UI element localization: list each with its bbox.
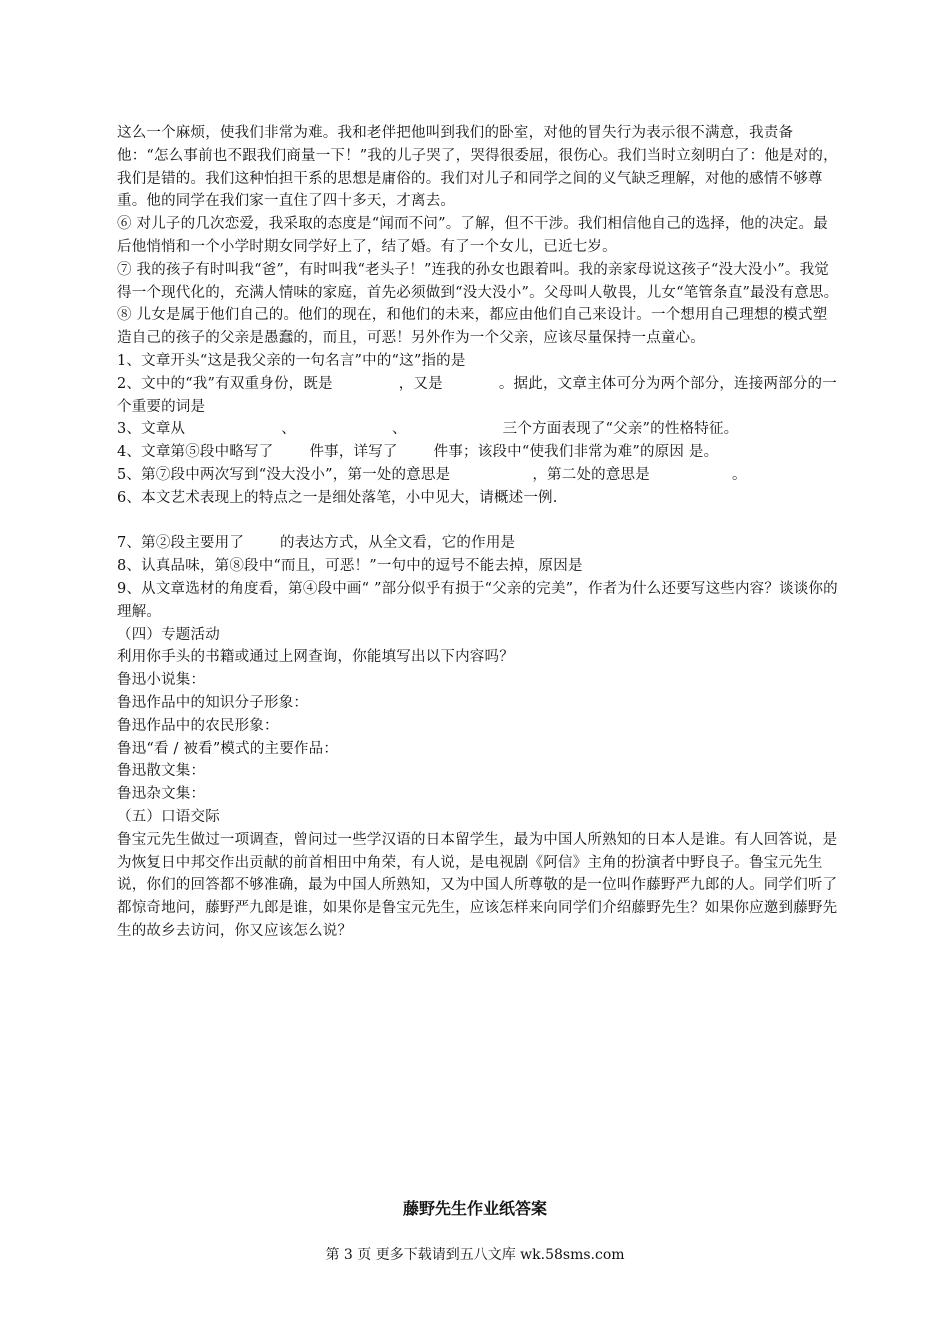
section-4-intro: 利用你手头的书籍或通过上网查询，你能填写出以下内容吗？ <box>117 649 514 666</box>
answer-space <box>117 510 839 533</box>
answer-blank <box>273 455 309 456</box>
question-4-part-4: 。 <box>703 444 719 461</box>
question-2-part-1: 2、文中的“我”有双重身份，既是 <box>117 375 333 392</box>
answer-blank <box>333 387 399 388</box>
question-3-part-3: 、 <box>391 421 407 438</box>
question-5-part-1: 5、第⑦段中两次写到“没大没小”，第一处的意思是 <box>117 466 451 483</box>
question-3-part-1: 3、文章从 <box>117 421 186 438</box>
question-5-part-3: 。 <box>731 466 747 483</box>
section-5-heading: （五）口语交际 <box>117 808 220 825</box>
answer-blank <box>407 432 503 433</box>
answer-section-title: 藤野先生作业纸答案 <box>402 1199 547 1218</box>
page-footer: 第 3 页 更多下载请到五八文库 wk.58sms.com <box>325 1247 625 1263</box>
question-4 <box>117 441 839 464</box>
question-7-part-1: 7、第②段主要用了 <box>117 535 245 552</box>
question-2-part-2: ，又是 <box>398 375 443 392</box>
answer-blank <box>450 478 532 479</box>
section-4-heading: （四）专题活动 <box>117 626 220 643</box>
section-4-item: 鲁迅杂文集： <box>117 786 206 803</box>
question-3-part-4: 三个方面表现了“父亲”的性格特征。 <box>502 421 739 438</box>
answer-blank <box>398 455 434 456</box>
question-5 <box>117 464 839 487</box>
question-3-part-2: 、 <box>281 421 296 438</box>
question-5-part-2: ，第二处的意思是 <box>532 466 650 483</box>
question-4-part-3: 件事；该段中“使我们非常为难”的原因 是 <box>433 444 704 461</box>
answer-blank <box>443 387 499 388</box>
question-3 <box>117 418 839 441</box>
question-7 <box>117 532 839 555</box>
document-body <box>117 122 839 943</box>
section-4-item: 鲁迅散文集： <box>117 763 206 780</box>
question-4-part-2: 件事，详写了 <box>309 444 398 461</box>
answer-blank <box>296 432 392 433</box>
question-9: 9、从文章选材的角度看，第④段中画“ ”部分似乎有损于“父亲的完美”，作者为什么还要写这些内容？谈谈你的理解。 <box>117 580 838 620</box>
question-7-part-2: 的表达方式，从全文看，它的作用是 <box>280 535 516 552</box>
answer-blank <box>185 432 281 433</box>
question-2 <box>117 373 839 419</box>
section-4-item: 鲁迅作品中的知识分子形象： <box>117 694 309 711</box>
question-1: 1、文章开头“这是我父亲的一句名言”中的“这”指的是 <box>117 352 466 369</box>
paragraph-7: ⑦ 我的孩子有时叫我“爸”，有时叫我“老头子！”连我的孙女也跟着叫。我的亲家母说这孩子“没大没小”。我觉得一个现代化的，充满人情味的家庭，首先必须做到“没大没小”。父母叫人敬畏，儿女“笔管条直”最没有意思。 <box>117 261 839 301</box>
paragraph-5-continued: 这么一个麻烦，使我们非常为难。我和老伴把他叫到我们的卧室，对他的冒失行为表示很不满意，我责备他：“怎么事前也不跟我们商量一下！”我的儿子哭了，哭得很委屈，很伤心。我们当时立刻明白了：他是对的，我们是错的。我们这种怕担干系的思想是庸俗的。我们对儿子和同学之间的义气缺乏理解，对他的感情不够尊重。他的同学在我们家一直住了四十多天，才离去。 <box>117 125 838 210</box>
answer-blank <box>244 546 280 547</box>
section-4-item: 鲁迅“看 / 被看”模式的主要作品： <box>117 740 339 757</box>
section-4-item: 鲁迅小说集： <box>117 672 206 689</box>
paragraph-6: ⑥ 对儿子的几次恋爱，我采取的态度是“闻而不问”。了解，但不干涉。我们相信他自己的选择，他的决定。最后他悄悄和一个小学时期女同学好上了，结了婚。有了一个女儿，已近七岁。 <box>117 216 828 255</box>
paragraph-8: ⑧ 儿女是属于他们自己的。他们的现在，和他们的未来，都应由他们自己来设计。一个想用自己理想的模式塑造自己的孩子的父亲是愚蠢的，而且，可恶！另外作为一个父亲，应该尽量保持一点童心。 <box>117 307 828 347</box>
question-2-part-3: 。据此，文章主体可分为两个部分，连接两部分的一个重要的词是 <box>117 375 837 415</box>
question-8: 8、认真品味，第⑧段中“而且，可恶！”一句中的逗号不能去掉，原因是 <box>117 558 583 575</box>
question-6: 6、本文艺术表现上的特点之一是细处落笔，小中见大，请概述一例. <box>117 489 558 506</box>
answer-blank <box>650 478 732 479</box>
section-5-body: 鲁宝元先生做过一项调查，曾问过一些学汉语的日本留学生，最为中国人所熟知的日本人是谁。有人回答说，是为恢复日中邦交作出贡献的前首相田中角荣，有人说，是电视剧《阿信》主角的扮演者中野良子。鲁宝元先生说，你们的回答都不够准确，最为中国人所熟知，又为中国人所尊敬的是一位叫作藤野严九郎的人。同学们听了都惊奇地问，藤野严九郎是谁，如果你是鲁宝元先生，应该怎样来向同学们介绍藤野先生？如果你应邀到藤野先生的故乡去访问，你又应该怎么说？ <box>117 831 838 939</box>
section-4-item: 鲁迅作品中的农民形象： <box>117 717 279 734</box>
question-4-part-1: 4、文章第⑤段中略写了 <box>117 444 274 461</box>
